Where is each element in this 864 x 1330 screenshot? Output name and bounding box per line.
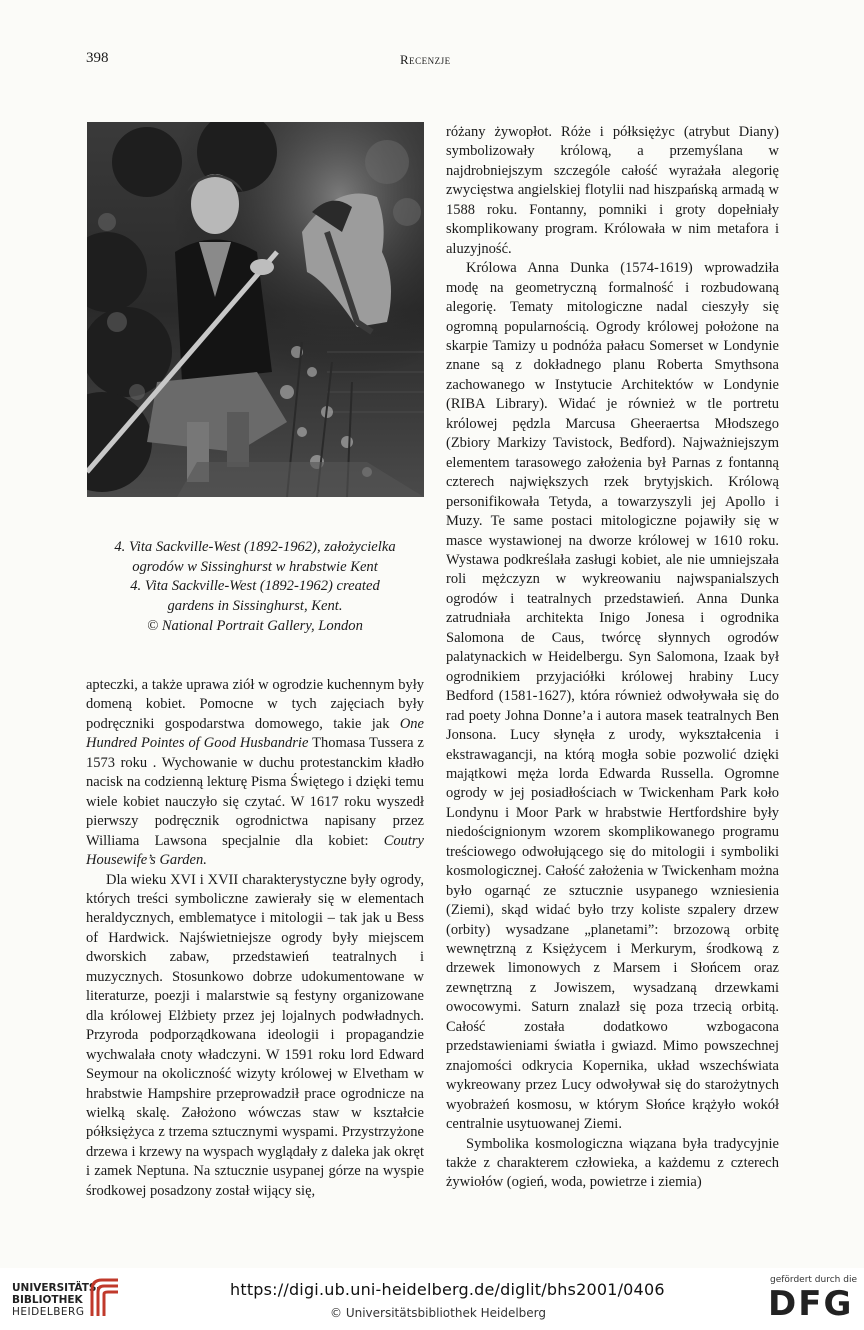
caption-line: ogrodów w Sissinghurst w hrabstwie Kent bbox=[132, 558, 378, 575]
copyright-notice: © Universitätsbibliothek Heidelberg bbox=[330, 1306, 547, 1320]
paragraph: różany żywopłot. Róże i półksiężyc (atrybut Diany) symbolizowały królową, a przemyślana w najdrobniejszym szczególe całość wyrażała alegorię zwycięstwa angielskiej flotylii nad hiszpańską armadą w 1588 roku. Fontanny, pomniki i groty dopełniały skomplikowany program. Królowała w nim metafora i aluzyjność. bbox=[446, 124, 779, 257]
library-logo-icon[interactable] bbox=[88, 1276, 122, 1320]
text-run: Thomasa Tussera z 1573 roku . Wychowanie w duchu protestanckim kładło nacisk na codzienną lekturę Pisma Świętego i dzięki temu wiele kobiet nauczyło się czytać. W 1617 roku wyszedł pierwszy podręcznik ogrodnictwa napisany przez Williama Lawsona specjalnie dla kobiet: bbox=[86, 735, 424, 849]
figure-caption bbox=[86, 538, 424, 637]
paragraph: Królowa Anna Dunka (1574-1619) wprowadziła modę na geometryczną formalność i rozbudowaną alegorię. Tematy mitologiczne nadal cieszyły się ogromną popularnością. Ogrody królowej położone na skarpie Tamizy u podnóża pałacu Somerset w Londynie znane są z dokładnego planu Roberta Smythsona zachowanego w Instytucie Architektów w Londynie (RIBA Library). Widać je również w tle portretu królowej pędzla Marcusa Gheeraertsa Młodszego (Zbiory Markizy Tavistock, Bedford). Najważniejszym elementem tarasowego założenia był Parnas z fontanną czterech największych rzek brytyjskich. Królową personifikowała Tetyda, a towarzyszyli jej Apollo i Muzy. Te same postaci mitologiczne pojawiły się w masce wystawionej na dworze królowej w 1610 roku. Wystawa podkreślała zasługi kobiet, ale nie umniejszała roli mężczyzn w wykreowaniu najwspanialszych ogrodów i teatralnych przedstawień. Anna Dunka zatrudniała architekta Inigo Jonesa i ogrodnika Salomona de Caus, twórcę słynnych ogrodów palatynackich w Heidelbergu. Syn Salomona, Izaak był ogrodnikiem przyjaciółki królowej hrabiny Lucy Bedford (1581-1627), która również odwoływała się do rad poety Johna Donne’a i autora masek teatralnych Ben Jonsona. Lucy słynęła z urody, wykształcenia i ekstrawagancji, na którą mogła sobie pozwolić dzięki majątkowi męża lorda Edwarda Russella. Ogromne ogrody w jej posiadłościach w Twickenham Park koło Londynu i Moor Park w hrabstwie Hertfordshire były niedoścignionym wzorem skomplikowanego programu treściowego odwołującego się do mitologii i symboliki kosmologicznej. Całość założenia w Twickenham można było ogarnąć ze sztucznie usypanego wzniesienia (Ziemi), skąd widać było trzy koliste szpalery drzew (orbity) wysadzane „planetami”: brzozową orbitę wewnętrzną z Księżycem i Merkurym, środkową z drzewek limonowych z Marsem i Słońcem oraz zewnętrzną z Jowiszem, wysadzaną drzewkami owocowymi. Saturn znalazł się poza trzecią orbitą. Całość została dodatkowo wzbogacona przedstawieniami światła i gwiazd. Mimo powszechnej znajomości odkrycia Kopernika, układ wszechświata wykreowany przez Lucy odwoływał się do starożytnych wyobrażeń kosmosu, w którym Słońce krążyło wokół centralnie usytuowanej Ziemi. bbox=[446, 260, 779, 1133]
right-text-column bbox=[446, 123, 779, 1193]
library-name-line: HEIDELBERG bbox=[12, 1306, 85, 1318]
portrait-photograph bbox=[87, 122, 424, 497]
dfg-logo[interactable]: DFG bbox=[768, 1284, 854, 1324]
left-text-column bbox=[86, 676, 424, 1201]
viewer-footer bbox=[0, 1268, 864, 1330]
page-number: 398 bbox=[86, 50, 109, 66]
caption-line: 4. Vita Sackville-West (1892-1962), założycielka bbox=[114, 539, 396, 555]
paragraph: Symbolika kosmologiczna wiązana była tradycyjnie także z charakterem człowieka, a każdemu z czterech żywiołów (ogień, woda, powietrze i ziemia) bbox=[446, 1135, 779, 1191]
permalink-url[interactable]: https://digi.ub.uni-heidelberg.de/diglit/bhs2001/0406 bbox=[230, 1280, 665, 1299]
caption-line: © National Portrait Gallery, London bbox=[147, 617, 363, 634]
caption-line: gardens in Sissinghurst, Kent. bbox=[167, 598, 343, 615]
book-title: One Hundred Pointes of Good Husbandrie bbox=[86, 715, 424, 752]
caption-line: 4. Vita Sackville-West (1892-1962) created bbox=[130, 578, 380, 595]
funder-note: gefördert durch die bbox=[770, 1275, 857, 1285]
library-name-line: UNIVERSITÄTS- bbox=[12, 1282, 101, 1294]
text-run: apteczki, a także uprawa ziół w ogrodzie kuchennym były domeną kobiet. Pomocne w tych zajęciach były podręczniki gospodarstwa domowego, takie jak bbox=[86, 677, 424, 732]
library-name-line: BIBLIOTHEK bbox=[12, 1294, 83, 1306]
paragraph bbox=[86, 676, 424, 871]
book-title: Coutry Housewife’s Garden. bbox=[86, 832, 424, 869]
running-head: Recenzje bbox=[400, 52, 451, 67]
paragraph: Dla wieku XVI i XVII charakterystyczne były ogrody, których treści symboliczne zawierały się w elementach heraldycznych, emblematyce i mitologii – tak jak u Bess of Hardwick. Najświetniejsze ogrody były miejscem dworskich zabaw, przedstawień teatralnych i muzycznych. Stosunkowo dobrze udokumentowane w literaturze, poezji i malarstwie są festyny organizowane dla królowej Elżbiety przez jej lojalnych podwładnych. Przyroda podporządkowana ideologii i propagandzie wychwalała cnoty władczyni. W 1591 roku lord Edward Seymour na okoliczność wizyty królowej w Elvetham w hrabstwie Hampshire przeprowadził prace ogrodnicze na wielką skalę. Założono wówczas staw w kształcie półksiężyca z trzema sztucznymi wyspami. Przystrzyżone drzewa i krzewy na wyspach wyglądały z daleka jak okręt i zamek Neptuna. Na sztucznie usypanej górze na wyspie środkowej posadzony został wijący się, bbox=[86, 871, 424, 1199]
